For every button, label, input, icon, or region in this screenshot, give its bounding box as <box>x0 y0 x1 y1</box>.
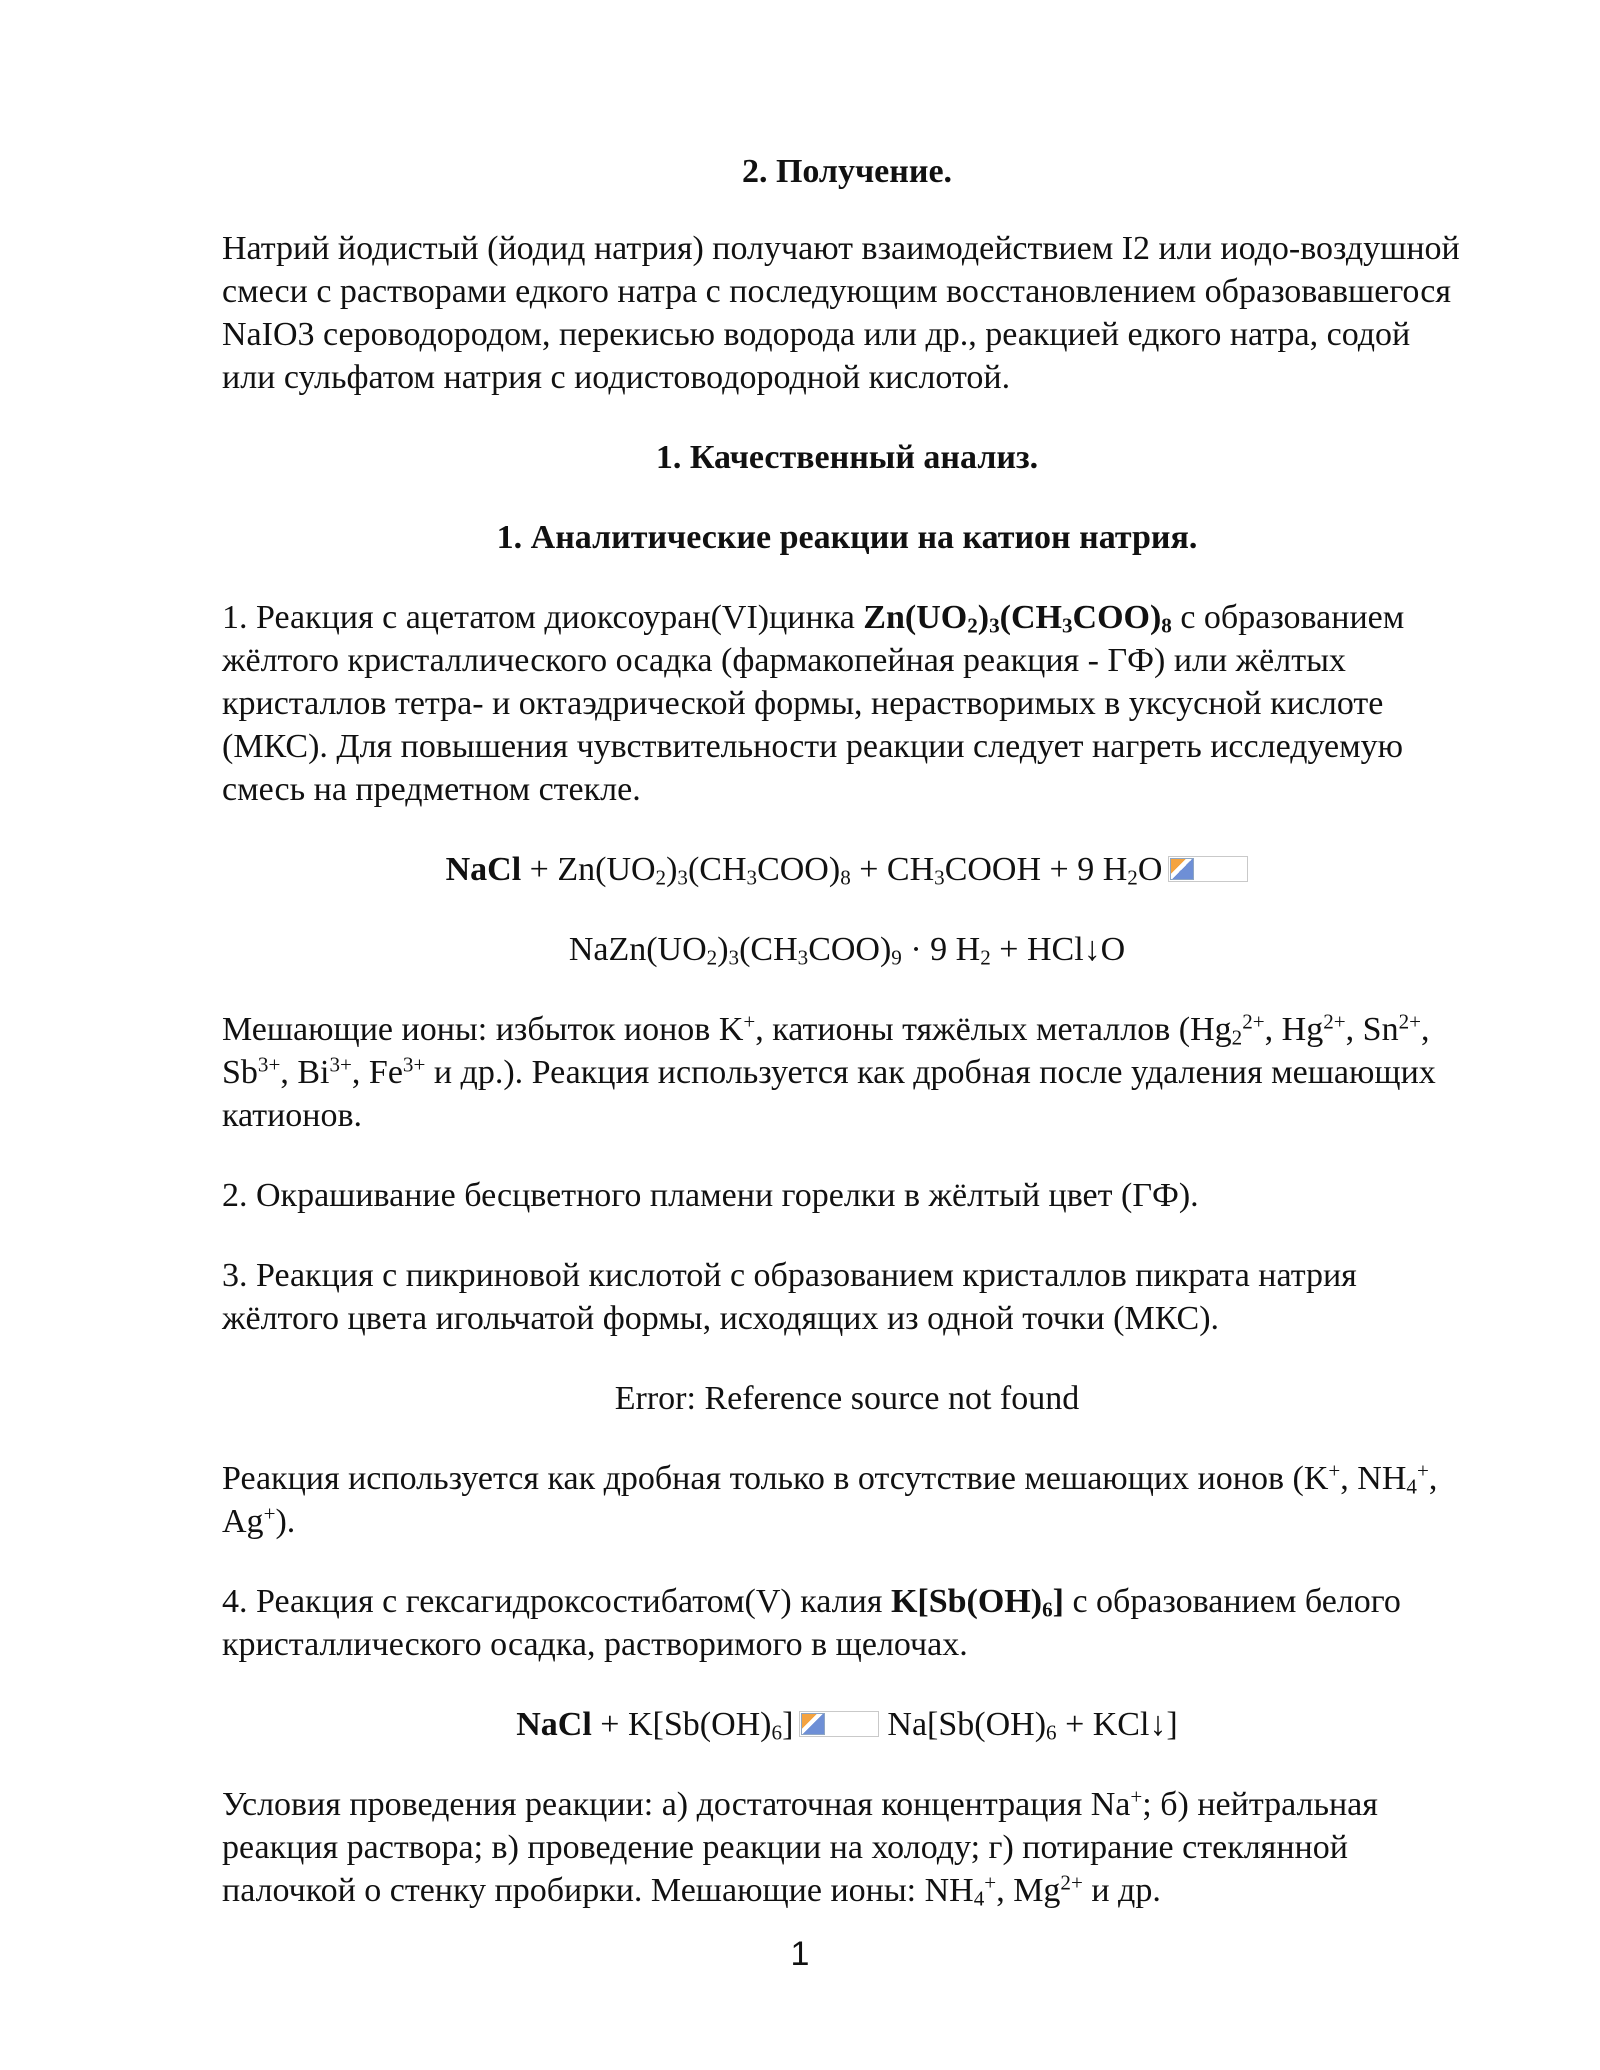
paragraph-reaction-3-note: Реакция используется как дробная только в отсутствие мешающих ионов (K+, $NH_4^+$, Ag+). <box>222 1458 1438 1540</box>
paragraph-interfering-ions-1: Мешающие ионы: избыток ионов K+, катионы тяжёлых металлов ($Hg_2^{2+}$, $Hg^{2+}$, $Sn^{2+}$, $Sb^{3+}$, $Bi^{3+}$, $Fe^{3+}$ и др.). Реакция используется как дробная после удаления мешающих катионов. <box>222 1009 1436 1134</box>
paragraph-reaction-4: 4. Реакция с гексагидроксостибатом(V) калия $K[Sb(OH)_6]$ с образованием белого кристаллического осадка, растворимого в щелочах. <box>222 1583 1401 1663</box>
page-number: 1 <box>790 1935 810 1973</box>
paragraph-reaction-conditions: Условия проведения реакции: а) достаточная концентрация Na+; б) нейтральная реакция раствора; в) проведение реакции на холоду; г) потирание стеклянной палочкой о стенку пробирки. Мешающие ионы: $NH_4^+$, $Mg^{2+}$ и др. <box>222 1784 1378 1911</box>
paragraph-reaction-2: 2. Окрашивание бесцветного пламени горелки в жёлтый цвет (ГФ). <box>222 1177 1199 1214</box>
heading-sodium-cation-reactions: 1. Аналитические реакции на катион натрия. <box>496 519 1198 556</box>
heading-qualitative-analysis: 1. Качественный анализ. <box>655 439 1039 476</box>
formula-zinc-uranyl-acetate: $Zn(UO_2)_3(CH_3COO)_8$ <box>863 599 1172 638</box>
equation-1-products: $NaZn(UO_2)_3(CH_3COO)_9 \cdot 9$ $H_2$ + HCl↓O <box>568 931 1126 970</box>
paragraph-reaction-3: 3. Реакция с пикриновой кислотой с образованием кристаллов пикрата натрия жёлтого цвета игольчатой формы, исходящих из одной точки (МКС). <box>222 1257 1357 1337</box>
equation-3: NaCl + $K[Sb(OH)_6]$ $Na[Sb(OH)_6$ + KCl↓] <box>516 1706 1178 1745</box>
heading-preparation: 2. Получение. <box>741 153 953 190</box>
broken-image-icon <box>1168 856 1248 882</box>
paragraph-preparation: Натрий йодистый (йодид натрия) получают взаимодействием I2 или иодо-воздушной смеси с растворами едкого натра с последующим восстановлением образовавшегося NaIO3 сероводородом, перекисью водорода или др., реакцией едкого натра, содой или сульфатом натрия с иодистоводородной кислотой. <box>222 230 1460 396</box>
paragraph-reaction-1: 1. Реакция с ацетатом диоксоуран(VI)цинка $Zn(UO_2)_3(CH_3COO)_8$ с образованием жёлтого кристаллического осадка (фармакопейная реакция - ГФ) или жёлтых кристаллов тетра- и октаэдрической формы, нерастворимых в уксусной кислоте (МКС). Для повышения чувствительности реакции следует нагреть исследуемую смесь на предметном стекле. <box>222 599 1405 808</box>
formula-potassium-hexahydroxostibate: $K[Sb(OH)_6]$ <box>890 1583 1064 1622</box>
equation-1: NaCl + $Zn(UO_2)_3(CH_3COO)_8$ + $CH_3COOH + 9$ $H_2O$ <box>222 848 1472 891</box>
broken-image-icon <box>799 1711 879 1737</box>
error-reference-text: Error: Reference source not found <box>614 1380 1080 1417</box>
document-page <box>222 150 1472 1912</box>
